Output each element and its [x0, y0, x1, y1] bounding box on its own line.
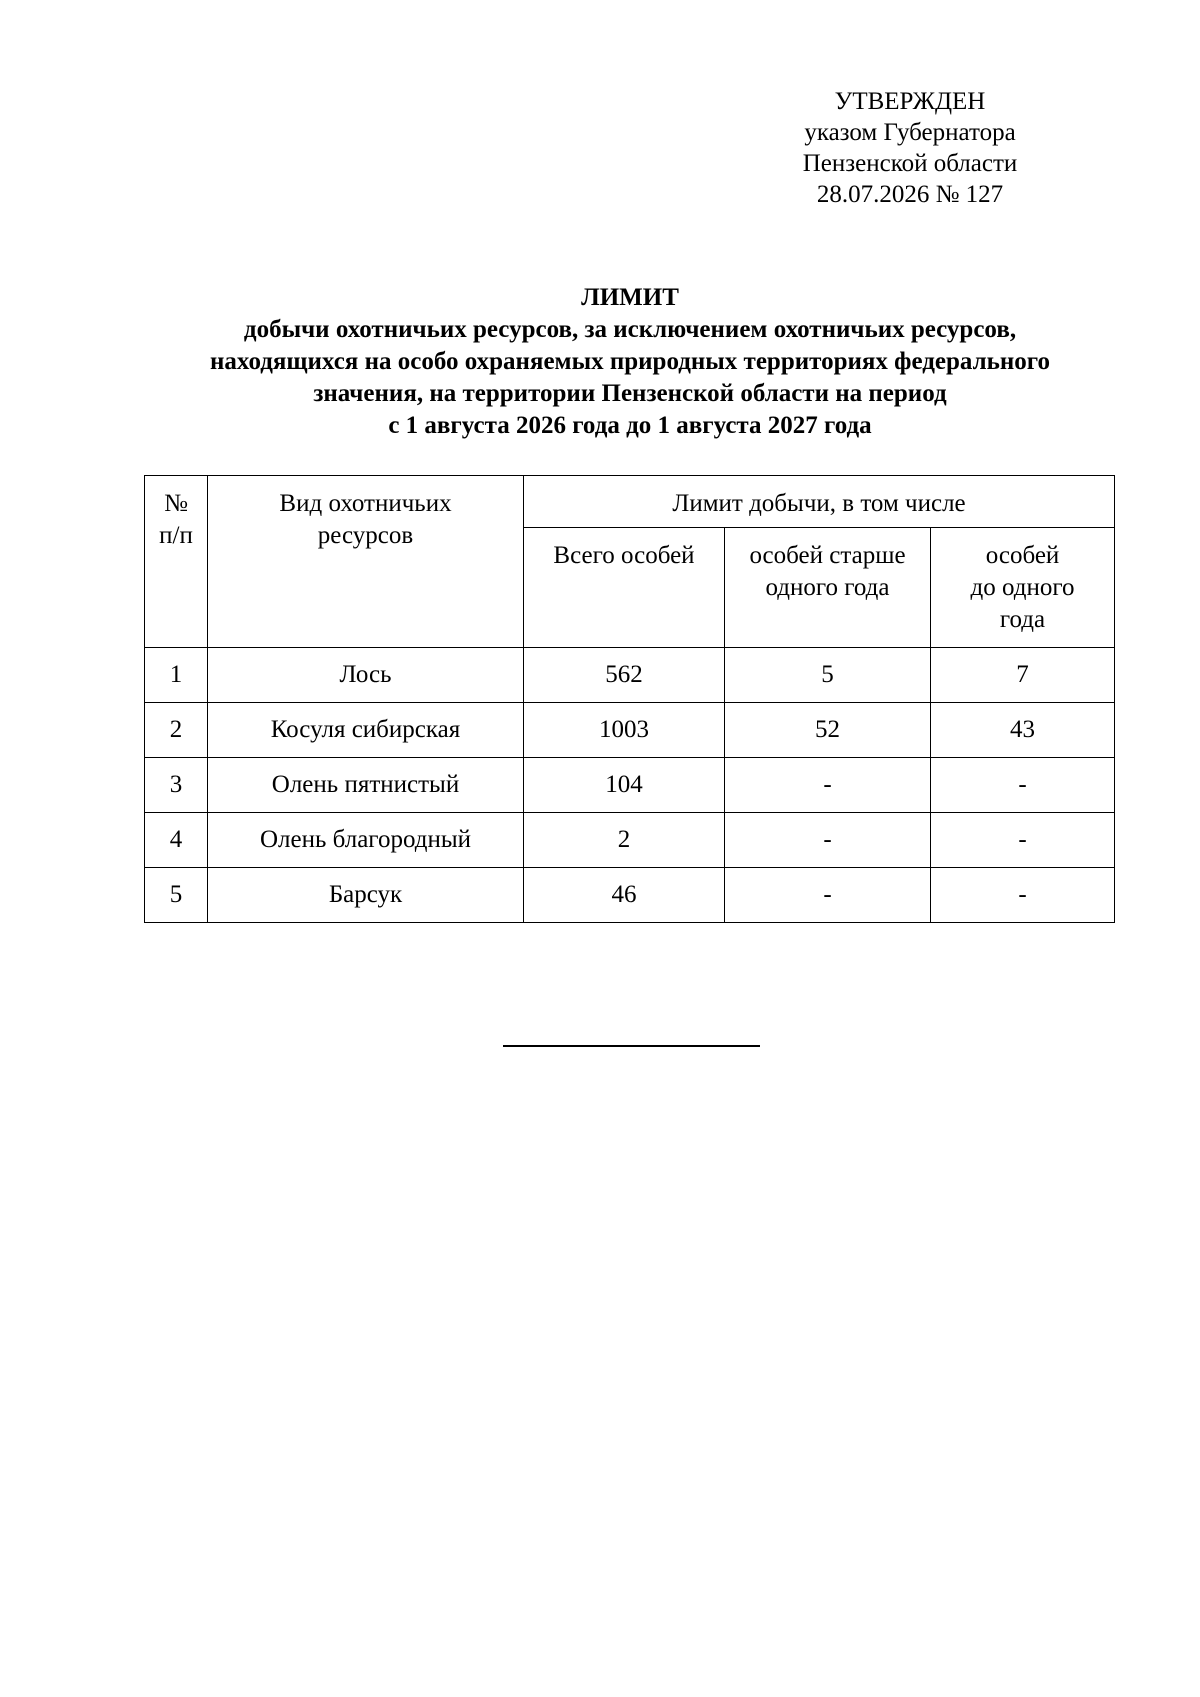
row-number: 4: [145, 813, 208, 868]
header-number-line: п/п: [159, 522, 193, 549]
header-total: Всего особей: [524, 528, 725, 648]
title-line: с 1 августа 2026 года до 1 августа 2027 года: [388, 412, 872, 439]
header-younger-line: года: [999, 606, 1046, 633]
approval-date-number: 28.07.2026 № 127: [816, 181, 1004, 208]
approval-authority: указом Губернатора: [804, 119, 1016, 146]
row-younger: -: [931, 758, 1115, 813]
row-number: 5: [145, 868, 208, 923]
row-number: 1: [145, 648, 208, 703]
row-younger: -: [931, 868, 1115, 923]
row-older: 52: [725, 703, 931, 758]
approval-status: УТВЕРЖДЕН: [834, 88, 986, 115]
row-total: 104: [524, 758, 725, 813]
header-species: [208, 476, 524, 648]
header-number-line: №: [164, 490, 188, 517]
row-older: 5: [725, 648, 931, 703]
row-species: Олень пятнистый: [208, 758, 524, 813]
title-heading: ЛИМИТ: [581, 284, 679, 311]
header-species-line: Вид охотничьих: [279, 490, 452, 517]
closing-rule: [503, 1045, 760, 1047]
approval-region: Пензенской области: [802, 150, 1018, 177]
title-line: добычи охотничьих ресурсов, за исключением охотничьих ресурсов,: [243, 316, 1017, 343]
header-older: [725, 528, 931, 648]
title-line: значения, на территории Пензенской области на период: [313, 380, 947, 407]
row-total: 1003: [524, 703, 725, 758]
title-line: находящихся на особо охраняемых природных территориях федерального: [210, 348, 1050, 375]
row-species: Олень благородный: [208, 813, 524, 868]
approval-stamp: [760, 86, 1060, 210]
document-title: [60, 282, 1200, 442]
header-species-line: ресурсов: [317, 522, 414, 549]
row-species: Барсук: [208, 868, 524, 923]
limits-table: [144, 475, 1115, 923]
row-younger: 7: [931, 648, 1115, 703]
header-younger: [931, 528, 1115, 648]
row-species: Лось: [208, 648, 524, 703]
row-total: 562: [524, 648, 725, 703]
row-number: 3: [145, 758, 208, 813]
row-total: 2: [524, 813, 725, 868]
table-row: [145, 703, 1115, 758]
row-younger: -: [931, 813, 1115, 868]
row-species: Косуля сибирская: [208, 703, 524, 758]
row-younger: 43: [931, 703, 1115, 758]
table-row: [145, 758, 1115, 813]
row-total: 46: [524, 868, 725, 923]
header-younger-line: особей: [985, 542, 1060, 569]
table-row: [145, 813, 1115, 868]
header-limit-group: Лимит добычи, в том числе: [524, 476, 1115, 528]
row-older: -: [725, 813, 931, 868]
table-row: [145, 868, 1115, 923]
header-older-line: особей старше: [749, 542, 906, 569]
row-older: -: [725, 868, 931, 923]
table-row: [145, 648, 1115, 703]
header-older-line: одного года: [765, 574, 890, 601]
header-younger-line: до одного: [970, 574, 1075, 601]
header-number: [145, 476, 208, 648]
row-older: -: [725, 758, 931, 813]
row-number: 2: [145, 703, 208, 758]
